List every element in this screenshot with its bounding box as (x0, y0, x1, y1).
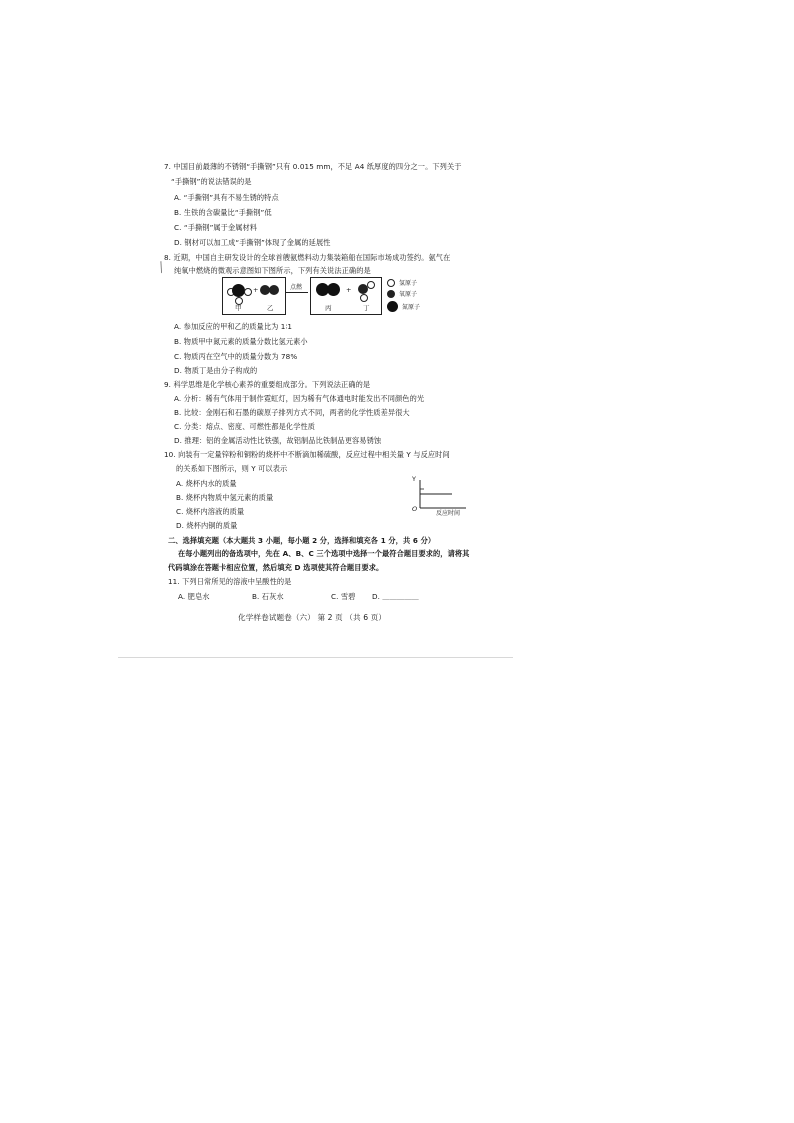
oxygen-atom (269, 285, 279, 295)
q10-stem-line2: 的关系如下图所示，则 Y 可以表示 (176, 464, 288, 473)
q10-option-b: B. 烧杯内物质中氢元素的质量 (176, 493, 274, 502)
graph-y-label: Y (412, 475, 416, 483)
hydrogen-atom (244, 288, 252, 296)
q10-graph (408, 476, 468, 516)
scan-artifact-line (118, 657, 513, 658)
q9-option-b: B. 比较：金刚石和石墨的碳原子排列方式不同，两者的化学性质差异很大 (174, 408, 410, 417)
legend-nitrogen-label: 氮原子 (402, 304, 421, 311)
q8-option-c: C. 物质丙在空气中的质量分数为 78% (174, 352, 298, 361)
graph-origin: O (412, 505, 418, 513)
reactants-box (222, 277, 286, 315)
q8-stem-line2: 纯氧中燃烧的微观示意图如下图所示，下列有关说法正确的是 (174, 266, 371, 275)
label-yi: 乙 (267, 304, 274, 312)
q7-option-b: B. 生铁的含碳量比“手撕钢”低 (174, 208, 272, 217)
section2-note-line1: 在每小题列出的备选项中，先在 A、B、C 三个选项中选择一个最符合题目要求的，请将其 (178, 549, 470, 558)
q7-stem-line1: 7. 中国目前最薄的不锈钢“手撕钢”只有 0.015 mm，不足 A4 纸厚度的四分之一。下列关于 (164, 162, 462, 171)
nitrogen-atom (327, 283, 340, 296)
label-ding: 丁 (363, 304, 370, 312)
q10-option-c: C. 烧杯内溶液的质量 (176, 507, 245, 516)
pen-mark: ╱ (156, 262, 167, 274)
q8-option-d: D. 物质丁是由分子构成的 (174, 366, 258, 375)
legend-oxygen-label: 氧原子 (399, 291, 418, 298)
q10-option-d: D. 烧杯内铜的质量 (176, 521, 238, 530)
q11-option-b: B. 石灰水 (252, 592, 284, 601)
page-footer: 化学样卷试题卷（六） 第 2 页 （共 6 页） (238, 613, 387, 622)
section2-note-line2: 代码填涂在答题卡相应位置，然后填充 D 选项使其符合题目要求。 (168, 563, 384, 572)
legend-hydrogen (387, 278, 417, 287)
q9-option-c: C. 分类：熔点、密度、可燃性都是化学性质 (174, 422, 316, 431)
plus-sign: + (346, 286, 352, 294)
q7-option-c: C. “手撕钢”属于金属材料 (174, 223, 258, 232)
section2-title: 二、选择填充题（本大题共 3 小题，每小题 2 分，选择和填充各 1 分，共 6 分） (168, 536, 436, 545)
legend-hydrogen-label: 氢原子 (399, 280, 418, 287)
legend-oxygen (387, 289, 417, 298)
q7-option-d: D. 钢材可以加工成“手撕钢”体现了金属的延展性 (174, 238, 331, 247)
oxygen-legend-icon (387, 290, 395, 298)
q11-option-d: D. ＿＿＿＿＿ (372, 592, 419, 601)
legend-nitrogen (387, 301, 420, 312)
q11-option-c: C. 雪碧 (331, 592, 356, 601)
atom-legend (387, 278, 447, 314)
q9-stem: 9. 科学思维是化学核心素养的重要组成部分。下列说法正确的是 (164, 380, 371, 389)
q8-option-b: B. 物质甲中氮元素的质量分数比氢元素小 (174, 337, 308, 346)
plus-sign: + (253, 286, 259, 294)
q7-stem-line2: “手撕钢”的说法错误的是 (171, 177, 252, 186)
label-jia: 甲 (235, 304, 242, 312)
q11-stem: 11. 下列日常所见的溶液中呈酸性的是 (168, 577, 292, 586)
reaction-diagram (222, 277, 382, 315)
reaction-arrow (286, 292, 308, 293)
nitrogen-legend-icon (387, 301, 398, 312)
graph-x-label: 反应时间 (436, 510, 461, 517)
hydrogen-atom (367, 281, 375, 289)
q7-option-a: A. “手撕钢”具有不易生锈的特点 (174, 193, 279, 202)
arrow-label: 点燃 (290, 284, 303, 291)
q9-option-a: A. 分析：稀有气体用于制作霓虹灯，因为稀有气体通电时能发出不同颜色的光 (174, 394, 425, 403)
q10-option-a: A. 烧杯内水的质量 (176, 479, 237, 488)
q11-option-a: A. 肥皂水 (178, 592, 210, 601)
q8-stem-line1: 8. 近期，中国自主研发设计的全球首艘氨燃料动力集装箱船在国际市场成功签约。氨气在 (164, 253, 451, 262)
products-box (310, 277, 382, 315)
label-bing: 丙 (325, 304, 332, 312)
q9-option-d: D. 推理：铝的金属活动性比铁强，故铝制品比铁制品更容易锈蚀 (174, 436, 382, 445)
q8-option-a: A. 参加反应的甲和乙的质量比为 1∶1 (174, 322, 293, 331)
hydrogen-legend-icon (387, 279, 395, 287)
q10-stem-line1: 10. 向装有一定量锌粉和铜粉的烧杯中不断滴加稀硫酸，反应过程中相关量 Y 与反应时间 (164, 450, 450, 459)
hydrogen-atom (360, 294, 368, 302)
